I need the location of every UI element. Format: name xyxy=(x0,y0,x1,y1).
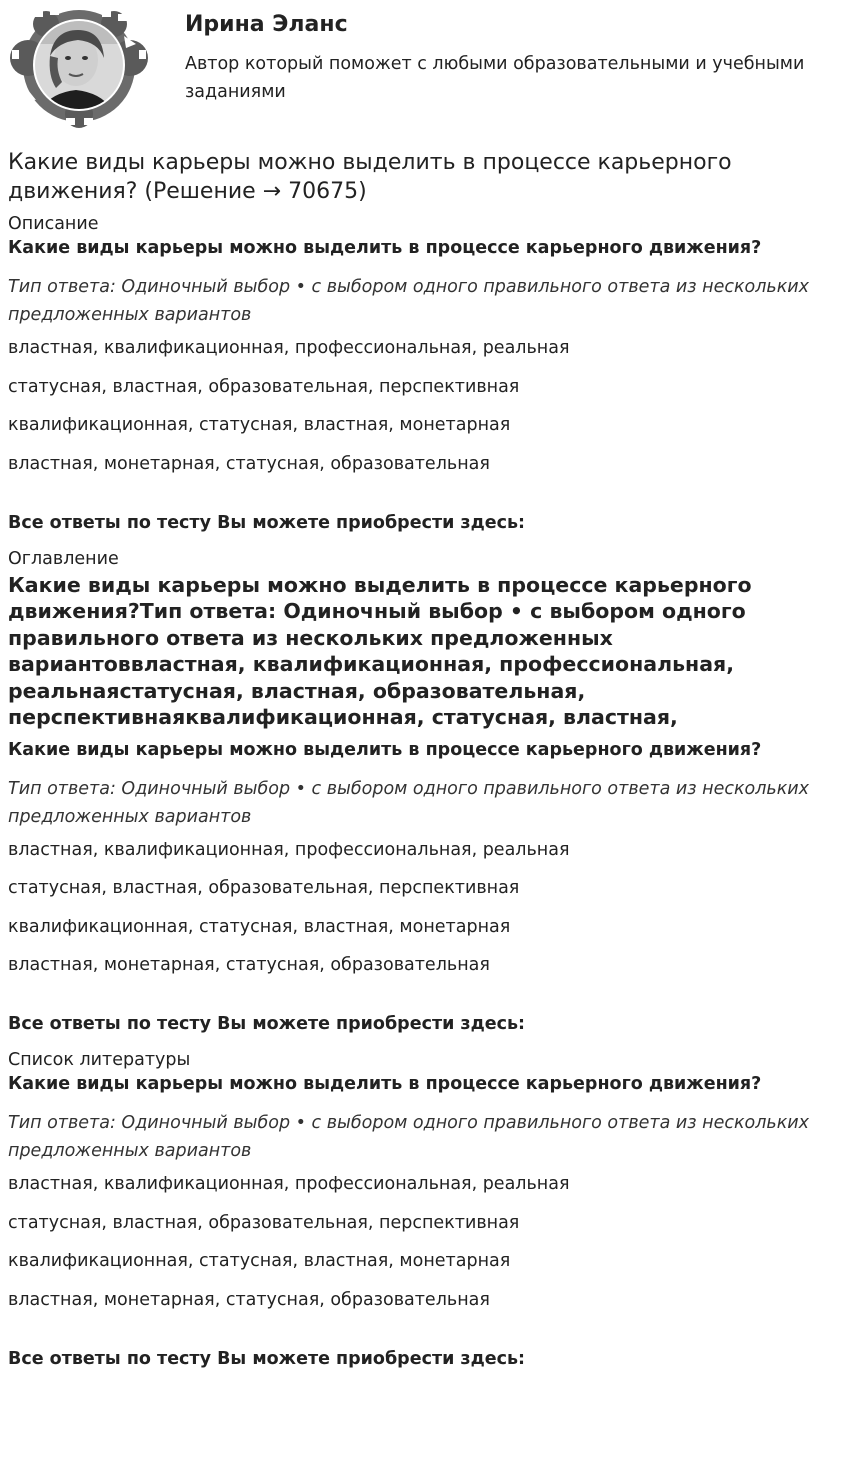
author-avatar-icon xyxy=(6,6,152,128)
answer-option: властная, монетарная, статусная, образовательная xyxy=(8,1289,490,1310)
author-description: Автор который поможет с любыми образовательными и учебными заданиями xyxy=(185,54,805,102)
literature-section xyxy=(8,1049,838,1370)
answer-type: Тип ответа: Одиночный выбор • с выбором одного правильного ответа из нескольких предложенных вариантов xyxy=(8,277,810,325)
main-content xyxy=(8,148,838,1384)
author-card xyxy=(0,0,847,140)
answer-option: квалификационная, статусная, властная, монетарная xyxy=(8,1251,511,1271)
answer-option: властная, монетарная, статусная, образовательная xyxy=(8,453,490,474)
answer-option: властная, квалификационная, профессиональная, реальная xyxy=(8,839,570,860)
answer-option: властная, квалификационная, профессиональная, реальная xyxy=(8,338,570,358)
answer-option: квалификационная, статусная, властная, монетарная xyxy=(8,415,511,435)
answer-option: властная, квалификационная, профессиональная, реальная xyxy=(8,1174,570,1194)
buy-answers-link[interactable]: Все ответы по тесту Вы можете приобрести здесь: xyxy=(8,512,526,533)
answer-option: властная, монетарная, статусная, образовательная xyxy=(8,955,490,975)
buy-answers-link[interactable]: Все ответы по тесту Вы можете приобрести здесь: xyxy=(8,1014,526,1034)
answer-type: Тип ответа: Одиночный выбор • с выбором одного правильного ответа из нескольких предложенных вариантов xyxy=(8,778,810,827)
question-text: Какие виды карьеры можно выделить в процессе карьерного движения? xyxy=(8,1074,762,1094)
question-text: Какие виды карьеры можно выделить в процессе карьерного движения? xyxy=(8,238,762,258)
section-label-description: Описание xyxy=(8,214,99,234)
author-name[interactable]: Ирина Эланс xyxy=(185,12,348,37)
answer-type: Тип ответа: Одиночный выбор • с выбором одного правильного ответа из нескольких предложенных вариантов xyxy=(8,1113,810,1161)
toc-summary: Какие виды карьеры можно выделить в процессе карьерного движения?Тип ответа: Одиночный выбор • с выбором одного правильного ответа из нескольких предложенных вариантоввластная, квалификационная, профессиональная, реальнаястатусная, властная, образовательная, перспективнаяквалификационная, статусная, властная, xyxy=(8,572,752,729)
answer-option: квалификационная, статусная, властная, монетарная xyxy=(8,916,511,937)
toc-section xyxy=(8,548,838,1036)
section-label-toc: Оглавление xyxy=(8,548,119,569)
answer-option: статусная, властная, образовательная, перспективная xyxy=(8,1212,520,1233)
answer-option: статусная, властная, образовательная, перспективная xyxy=(8,878,520,898)
buy-answers-link[interactable]: Все ответы по тесту Вы можете приобрести здесь: xyxy=(8,1348,526,1369)
page-title: Какие виды карьеры можно выделить в процессе карьерного движения? (Решение → 70675) xyxy=(8,150,732,204)
answer-option: статусная, властная, образовательная, перспективная xyxy=(8,376,520,397)
question-text: Какие виды карьеры можно выделить в процессе карьерного движения? xyxy=(8,739,762,760)
section-label-literature: Список литературы xyxy=(8,1050,191,1070)
description-section xyxy=(8,213,838,534)
